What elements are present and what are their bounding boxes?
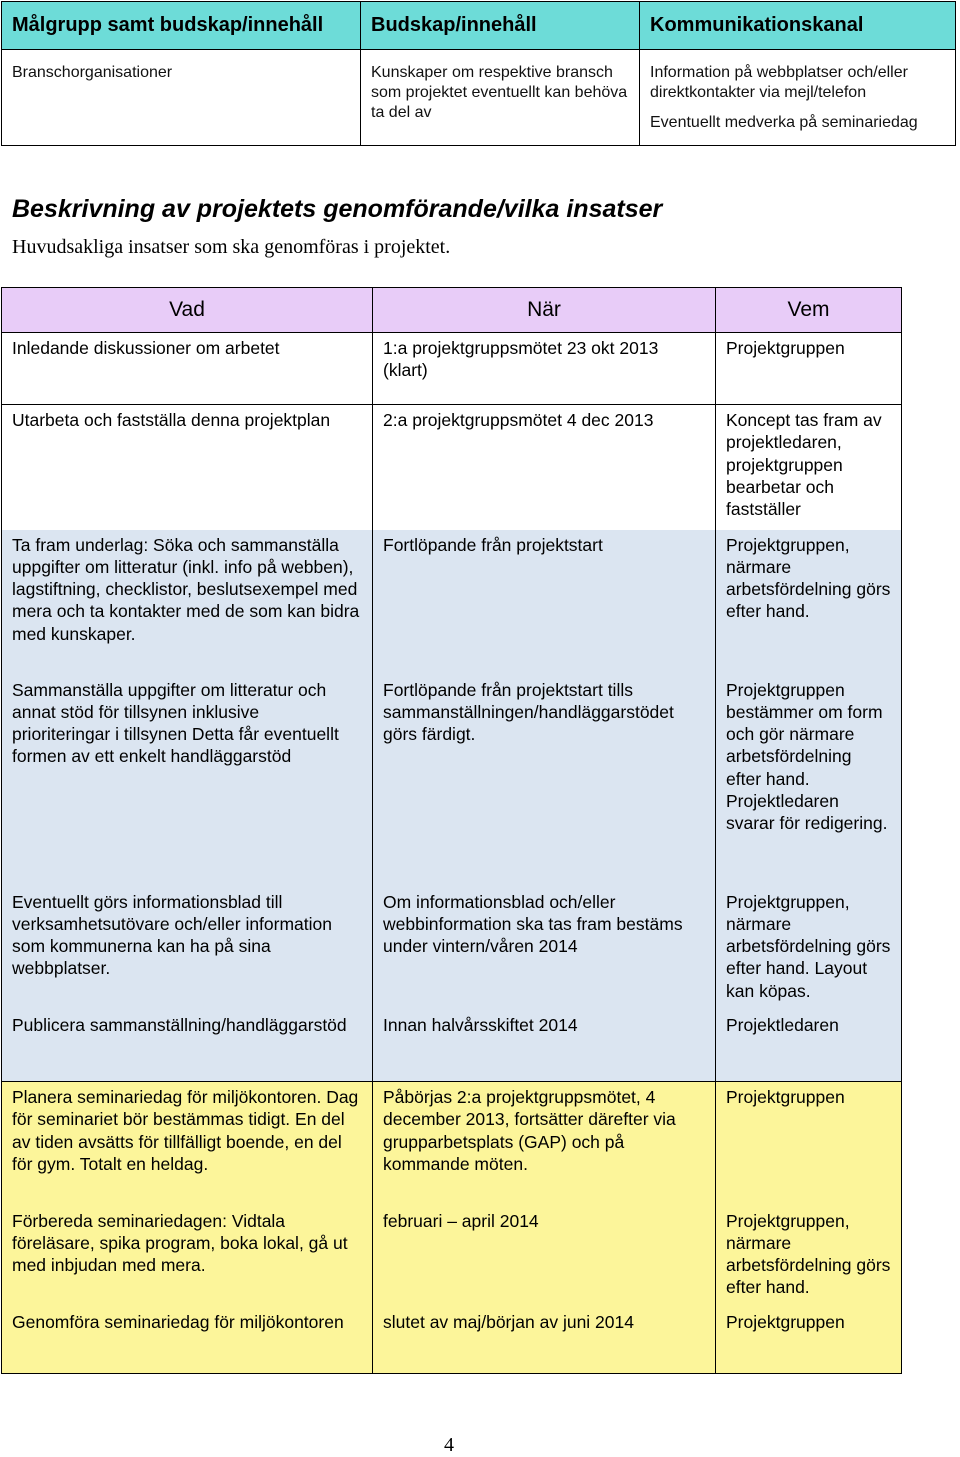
cell-vad: Genomföra seminariedag för miljökontoren [2,1307,373,1374]
table-row [2,1010,902,1082]
channel-line-2: Eventuellt medverka på seminariedag [650,114,918,131]
cell-vem: Projektledaren [716,1010,902,1082]
cell-nar: Påbörjas 2:a projektgruppsmötet, 4 december 2013, fortsätter därefter via grupparbetsplats (GAP) och på kommande möten. [373,1082,716,1206]
cell-vem: Projektgruppen, närmare arbetsfördelning görs efter hand. [716,1206,902,1307]
cell-vad: Sammanställa uppgifter om litteratur och annat stöd för tillsynen inklusive prioriteringar i tillsynen Detta får eventuellt formen av ett enkelt handläggarstöd [2,675,373,887]
cell-nar: 2:a projektgruppsmötet 4 dec 2013 [373,405,716,530]
cell-vem: Koncept tas fram av projektledaren, projektgruppen bearbetar och fastställer [716,405,902,530]
cell-vem: Projektgruppen [716,1307,902,1374]
activities-header-row [2,288,902,333]
table-row [2,1307,902,1374]
header-message: Budskap/innehåll [361,2,640,50]
header-vem: Vem [716,288,902,333]
cell-vad: Ta fram underlag: Söka och sammanställa uppgifter om litteratur (inkl. info på webben), lagstiftning, checklistor, beslutsexempel med mera och ta kontakter med de som kan bidra med kunskaper. [2,530,373,675]
cell-target: Branschorganisationer [2,50,361,146]
cell-vem: Projektgruppen, närmare arbetsfördelning görs efter hand. Layout kan köpas. [716,887,902,1010]
table-row [2,1082,902,1206]
channel-line-1: Information på webbplatser och/eller direktkontakter via mejl/telefon [650,64,908,101]
cell-vem: Projektgruppen [716,333,902,405]
cell-nar: slutet av maj/början av juni 2014 [373,1307,716,1374]
cell-nar: Innan halvårsskiftet 2014 [373,1010,716,1082]
header-vad: Vad [2,288,373,333]
cell-vem: Projektgruppen [716,1082,902,1206]
section-subtitle: Huvudsakliga insatser som ska genomföras i projektet. [12,236,451,258]
table-row [2,675,902,887]
cell-nar: 1:a projektgruppsmötet 23 okt 2013 (klart) [373,333,716,405]
cell-vad: Inledande diskussioner om arbetet [2,333,373,405]
cell-vad: Publicera sammanställning/handläggarstöd [2,1010,373,1082]
table-row [2,405,902,530]
table-row [2,333,902,405]
cell-vad: Planera seminariedag för miljökontoren. Dag för seminariet bör bestämmas tidigt. En del av tiden avsätts för tillfälligt boende, en del för gym. Totalt en heldag. [2,1082,373,1206]
cell-nar: februari – april 2014 [373,1206,716,1307]
cell-vad: Eventuellt görs informationsblad till verksamhetsutövare och/eller information som kommunerna kan ha på sina webbplatser. [2,887,373,1010]
communication-table [1,1,956,146]
cell-channel [640,50,956,146]
section-title: Beskrivning av projektets genomförande/vilka insatser [12,195,663,223]
page-number: 4 [444,1434,454,1456]
activities-table [1,287,902,1374]
communication-header-row [2,2,956,50]
cell-vad: Utarbeta och fastställa denna projektplan [2,405,373,530]
header-nar: När [373,288,716,333]
communication-row [2,50,956,146]
table-row [2,1206,902,1307]
header-target-group: Målgrupp samt budskap/innehåll [2,2,361,50]
table-row [2,530,902,675]
header-channel: Kommunikationskanal [640,2,956,50]
cell-vad: Förbereda seminariedagen: Vidtala föreläsare, spika program, boka lokal, gå ut med inbjudan med mera. [2,1206,373,1307]
table-row [2,887,902,1010]
cell-vem: Projektgruppen, närmare arbetsfördelning görs efter hand. [716,530,902,675]
cell-nar: Om informationsblad och/eller webbinformation ska tas fram bestäms under vintern/våren 2014 [373,887,716,1010]
cell-nar: Fortlöpande från projektstart [373,530,716,675]
cell-vem: Projektgruppen bestämmer om form och gör närmare arbetsfördelning efter hand. Projektledaren svarar för redigering. [716,675,902,887]
cell-message: Kunskaper om respektive bransch som projektet eventuellt kan behöva ta del av [361,50,640,146]
cell-nar: Fortlöpande från projektstart tills sammanställningen/handläggarstödet görs färdigt. [373,675,716,887]
